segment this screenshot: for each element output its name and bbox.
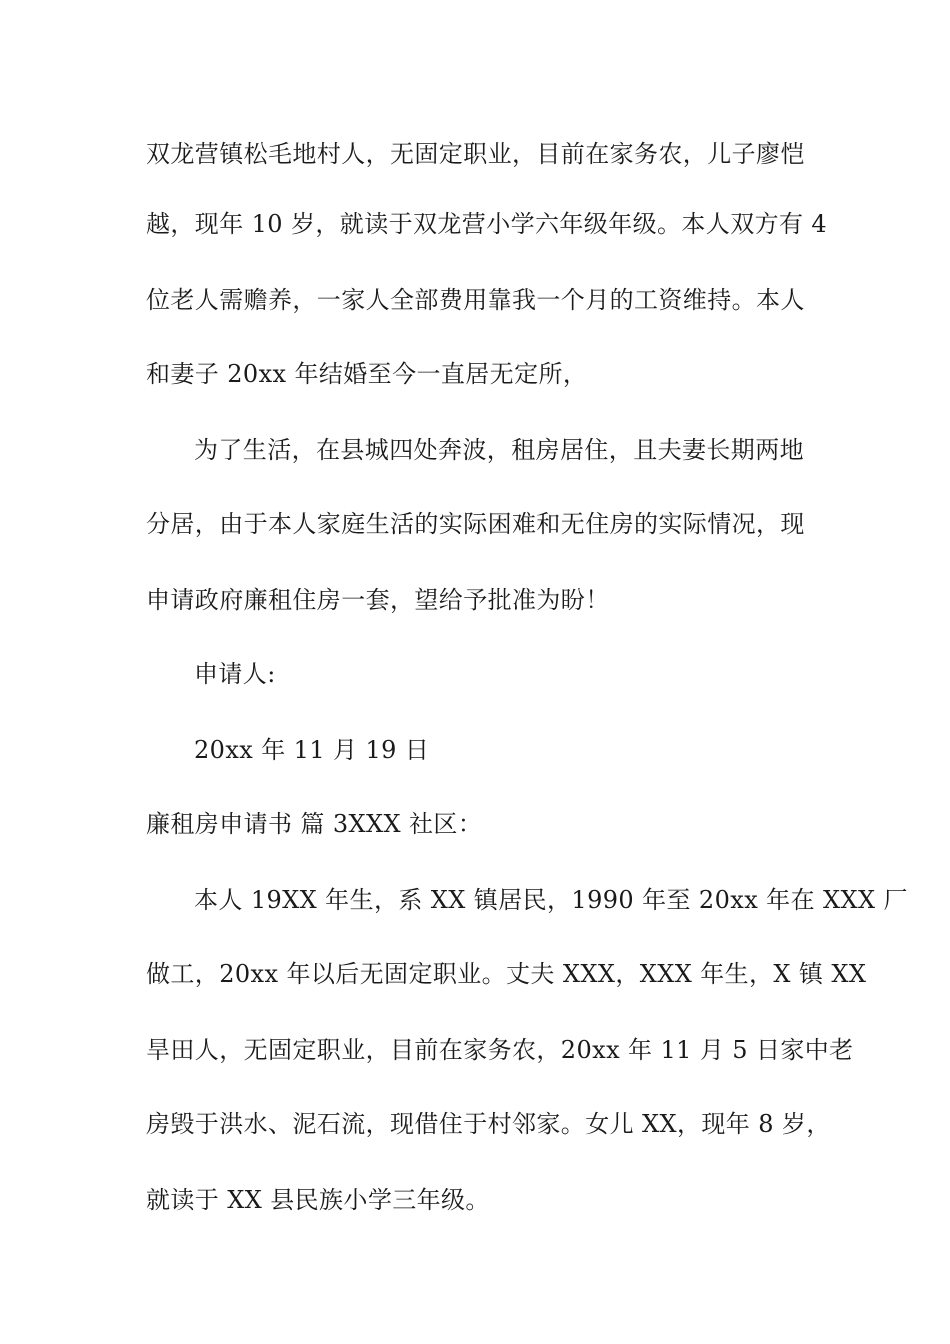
body-text-line: 房毁于洪水、泥石流，现借住于村邻家。女儿 XX，现年 8 岁， <box>146 1110 831 1138</box>
section-heading: 廉租房申请书 篇 3XXX 社区： <box>146 810 483 838</box>
body-text-line: 旱田人，无固定职业，目前在家务农，20xx 年 11 月 5 日家中老 <box>146 1036 854 1064</box>
date-line: 20xx 年 11 月 19 日 <box>194 736 430 764</box>
body-text-line: 申请政府廉租住房一套，望给予批准为盼！ <box>146 586 610 614</box>
body-text-line: 和妻子 20xx 年结婚至今一直居无定所， <box>146 360 588 388</box>
body-text-line: 位老人需赡养，一家人全部费用靠我一个月的工资维持。本人 <box>146 286 805 314</box>
body-text-line: 双龙营镇松毛地村人，无固定职业，目前在家务农，儿子廖恺 <box>146 140 805 168</box>
paragraph-start-line: 为了生活，在县城四处奔波，租房居住，且夫妻长期两地 <box>194 436 804 464</box>
paragraph-start-line: 本人 19XX 年生，系 XX 镇居民，1990 年至 20xx 年在 XXX 厂 <box>194 886 908 914</box>
body-text-line: 越，现年 10 岁，就读于双龙营小学六年级年级。本人双方有 4 <box>146 210 828 238</box>
body-text-line: 做工，20xx 年以后无固定职业。丈夫 XXX，XXX 年生，X 镇 XX <box>146 960 867 988</box>
body-text-line: 分居，由于本人家庭生活的实际困难和无住房的实际情况，现 <box>146 510 805 538</box>
body-text-line: 就读于 XX 县民族小学三年级。 <box>146 1186 490 1214</box>
applicant-label: 申请人: <box>194 660 276 688</box>
